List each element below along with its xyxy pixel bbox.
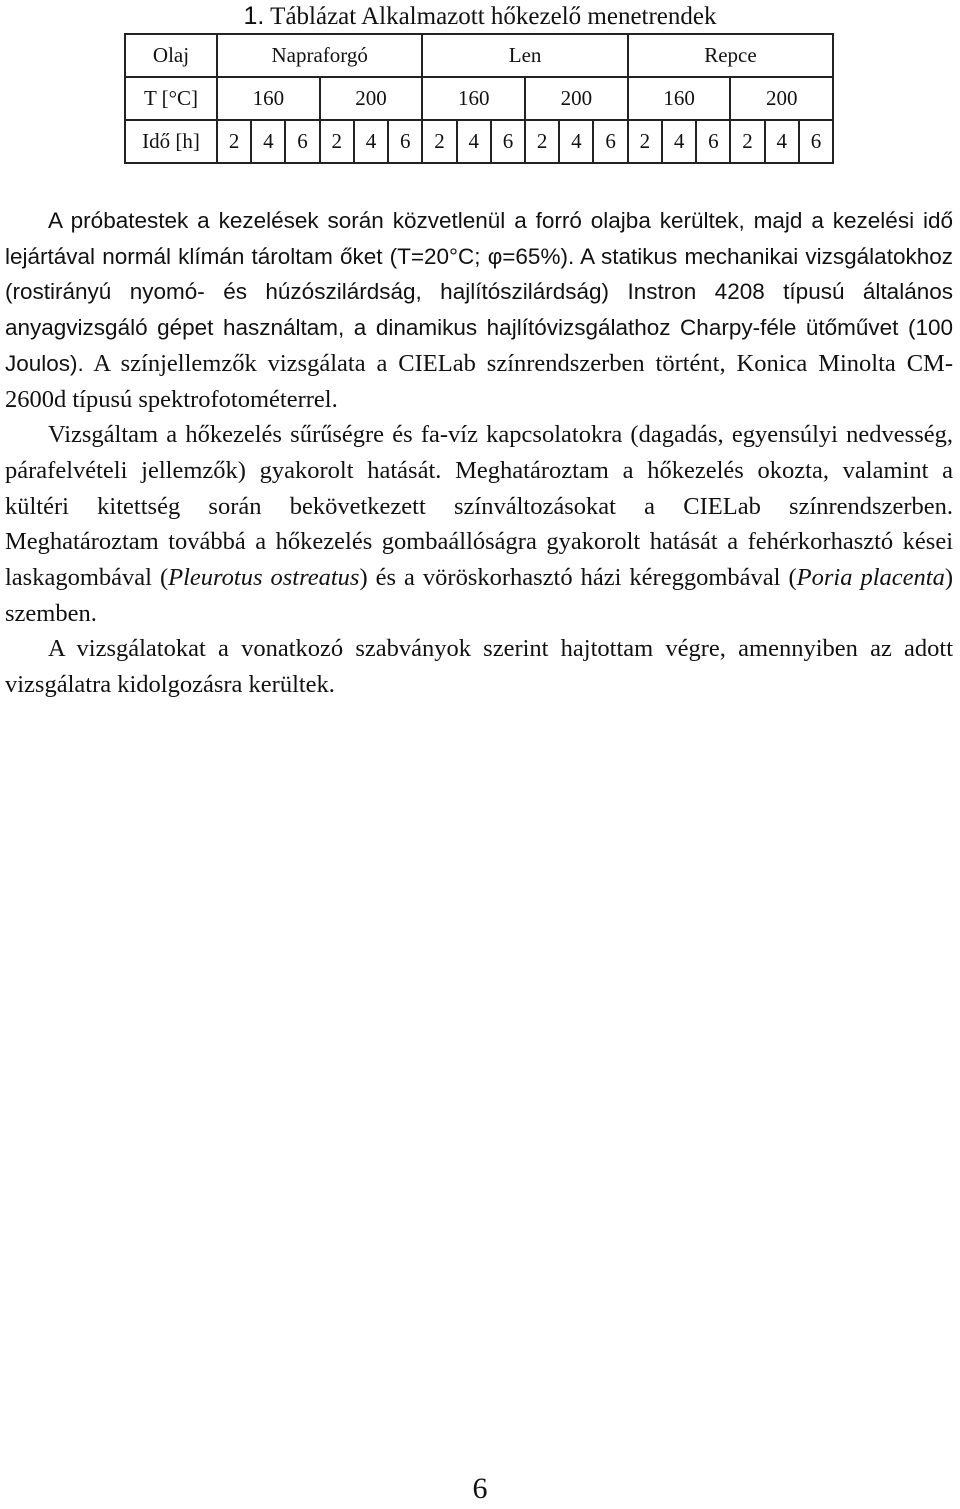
table-cell-time: 4	[354, 120, 388, 163]
paragraph-methods-color: A színjellemzők vizsgálata a CIELab színrendszerben történt, Konica Minolta CM-2600d típusú spektrofotométerrel.	[5, 349, 953, 413]
table-cell-time: 6	[696, 120, 730, 163]
table-cell-time: 2	[525, 120, 559, 163]
species-poria-placenta: Poria placenta	[796, 564, 945, 592]
table-cell-time: 4	[251, 120, 285, 163]
table-cell-time: 2	[730, 120, 764, 163]
paragraph-investigations	[5, 417, 953, 631]
table-header-oil: Olaj	[125, 34, 217, 77]
table-cell-time: 6	[388, 120, 422, 163]
paragraph-investigations-text-b: ) és a vöröskorhasztó házi kéreggombával (	[359, 564, 797, 592]
table-cell-temperature: 160	[628, 77, 731, 120]
page-number: 6	[472, 1472, 488, 1505]
paragraph-methods	[5, 203, 953, 417]
table-header-time: Idő [h]	[125, 120, 217, 163]
paragraph-methods-mechanical: A statikus mechanikai vizsgálatokhoz (rostirányú nyomó- és húzószilárdság, hajlítószilárdság) Instron 4208 típusú általános anyagvizsgáló gépet használtam, a dinamikus hajlítóvizsgálathoz Charpy-féle ütőművet (100 Joulos).	[5, 243, 953, 376]
table-cell-time: 6	[491, 120, 525, 163]
table-row-temperature	[125, 77, 833, 120]
table-cell-time: 4	[457, 120, 491, 163]
table-cell-temperature: 200	[320, 77, 423, 120]
table-caption-title: Táblázat Alkalmazott hőkezelő menetrendek	[270, 3, 717, 30]
table-cell-time: 4	[559, 120, 593, 163]
table-cell-time: 2	[422, 120, 456, 163]
heat-treatment-schedule-table	[124, 33, 834, 164]
paragraph-investigations-text-a: Vizsgáltam a hőkezelés sűrűségre és fa-víz kapcsolatokra (dagadás, egyensúlyi nedvesség, párafelvételi jellemzők) gyakorolt hatását. Meghatároztam a hőkezelés okozta, valamint a kültéri kitettség során bekövetkezett színváltozásokat a CIELab színrendszerben. Meghatároztam továbbá a hőkezelés gombaállóságra gyakorolt hatását a fehérkorhasztó kései laskagombával (	[5, 421, 953, 592]
table-cell-time: 4	[662, 120, 696, 163]
table-header-temperature: T [°C]	[125, 77, 217, 120]
table-cell-time: 4	[765, 120, 799, 163]
paragraph-standards: A vizsgálatokat a vonatkozó szabványok szerint hajtottam végre, amennyiben az adott vizsgálatra kidolgozásra kerültek.	[5, 635, 953, 699]
table-caption	[0, 0, 960, 32]
table-cell-time: 6	[799, 120, 833, 163]
table-cell-time: 2	[320, 120, 354, 163]
table-cell-temperature: 200	[730, 77, 833, 120]
table-row-time	[125, 120, 833, 163]
species-pleurotus-ostreatus: Pleurotus ostreatus	[168, 564, 360, 592]
table-cell-time: 6	[285, 120, 319, 163]
table-cell-temperature: 160	[422, 77, 525, 120]
table-cell-time: 2	[217, 120, 251, 163]
table-cell-oil-sunflower: Napraforgó	[217, 34, 422, 77]
table-cell-oil-rapeseed: Repce	[628, 34, 833, 77]
table-cell-time: 6	[593, 120, 627, 163]
table-cell-temperature: 160	[217, 77, 320, 120]
paragraph-methods-treatment: A próbatestek a kezelések során közvetlenül a forró olajba kerültek, majd a kezelési idő lejártával normál klímán tároltam őket (T=20°C; φ=65%).	[5, 208, 953, 269]
table-cell-temperature: 200	[525, 77, 628, 120]
body-text	[5, 203, 953, 703]
paragraph-investigations-text-c: ) szemben.	[5, 564, 953, 627]
table-cell-time: 2	[628, 120, 662, 163]
table-row-oil	[125, 34, 833, 77]
table-caption-number: 1.	[243, 2, 265, 30]
table-cell-oil-linseed: Len	[422, 34, 627, 77]
